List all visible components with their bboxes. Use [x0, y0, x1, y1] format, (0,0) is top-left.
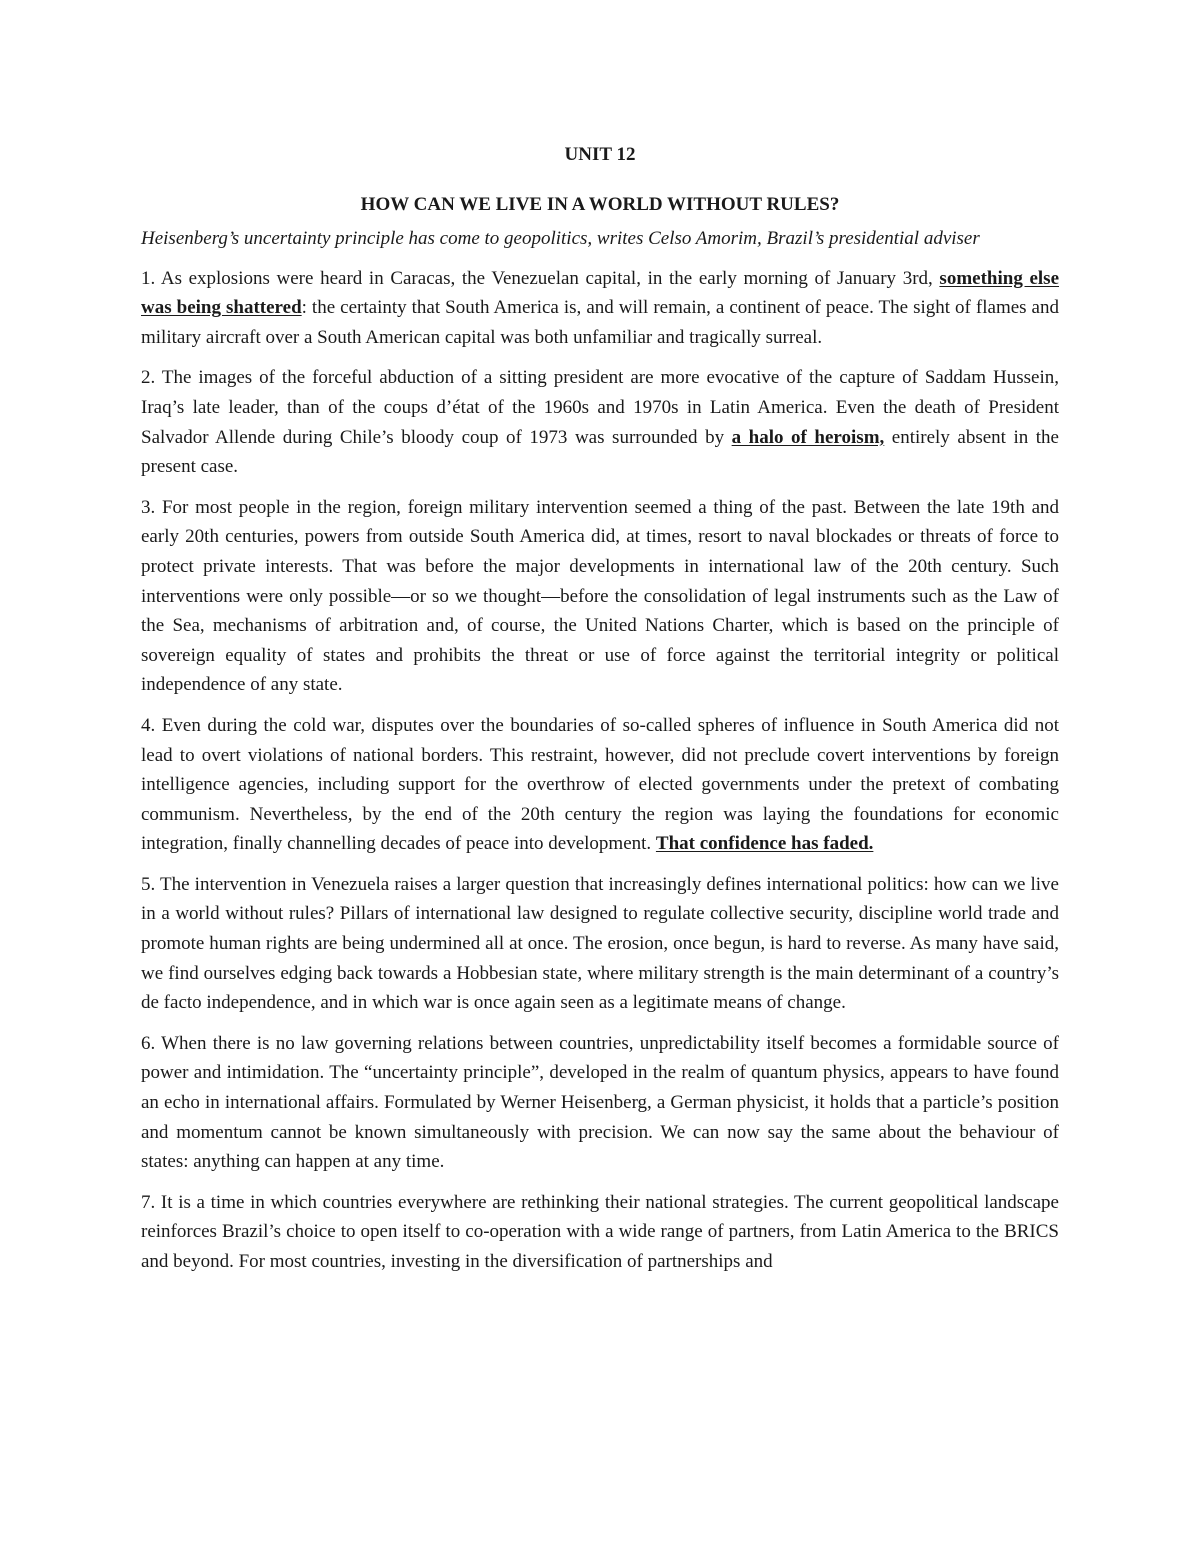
paragraph-7 — [141, 1188, 1059, 1277]
highlighted-phrase: something else was being shattered — [141, 267, 1059, 319]
paragraph-5 — [141, 870, 1059, 1018]
paragraph-text: : the certainty that South America is, and will remain, a continent of peace. The sight of flames and military aircraft over a South American capital was both unfamiliar and tragically surreal. — [141, 297, 1059, 348]
paragraph-text: 1. As explosions were heard in Caracas, the Venezuelan capital, in the early morning of January 3rd, — [141, 267, 940, 289]
paragraph-1 — [141, 264, 1059, 353]
paragraph-text: 2. The images of the forceful abduction of a sitting president are more evocative of the capture of Saddam Hussein, Iraq’s late leader, than of the coups d’état of the 1960s and 1970s in Latin America. Even the death of President Salvador Allende during Chile’s bloody coup of 1973 was surrounded by — [141, 367, 1059, 448]
paragraph-6 — [141, 1029, 1059, 1177]
paragraph-text: 5. The intervention in Venezuela raises a larger question that increasingly defines international politics: how can we live in a world without rules? Pillars of international law designed to regulate collective security, discipline world trade and promote human rights are being undermined all at once. The erosion, once begun, is hard to reverse. As many have said, we find ourselves edging back towards a Hobbesian state, where military strength is the main determinant of a country’s de facto independence, and in which war is once again seen as a legitimate means of change. — [141, 873, 1059, 1014]
article-title: HOW CAN WE LIVE IN A WORLD WITHOUT RULES? — [360, 194, 840, 215]
highlighted-phrase: That confidence has faded. — [655, 833, 874, 855]
paragraph-text: entirely absent in the present case. — [141, 426, 1059, 478]
paragraph-3 — [141, 493, 1059, 700]
paragraph-text: 3. For most people in the region, foreign military intervention seemed a thing of the past. Between the late 19th and early 20th centuries, powers from outside South America did, at times, resort to naval blockades or threats of force to protect private interests. That was before the major developments in international law of the 20th century. Such interventions were only possible—or so we thought—before the consolidation of legal instruments such as the Law of the Sea, mechanisms of arbitration and, of course, the United Nations Charter, which is based on the principle of sovereign equality of states and prohibits the threat or use of force against the territorial integrity or political independence of any state. — [141, 496, 1059, 696]
unit-heading: UNIT 12 — [564, 144, 636, 165]
paragraph-text: 7. It is a time in which countries everywhere are rethinking their national strategies. The current geopolitical landscape reinforces Brazil’s choice to open itself to co-operation with a wide range of partners, from Latin America to the BRICS and beyond. For most countries, investing in the diversification of partnerships and — [141, 1191, 1059, 1272]
paragraph-text: 6. When there is no law governing relations between countries, unpredictability itself becomes a formidable source of power and intimidation. The “uncertainty principle”, developed in the realm of quantum physics, appears to have found an echo in international affairs. Formulated by Werner Heisenberg, a German physicist, it holds that a particle’s position and momentum cannot be known simultaneously with precision. We can now say the same about the behaviour of states: anything can happen at any time. — [141, 1032, 1059, 1173]
paragraph-text: 4. Even during the cold war, disputes over the boundaries of so-called spheres of influence in South America did not lead to overt violations of national borders. This restraint, however, did not preclude covert interventions by foreign intelligence agencies, including support for the overthrow of elected governments under the pretext of combating communism. Nevertheless, by the end of the 20th century the region was laying the foundations for economic integration, finally channelling decades of peace into development. — [141, 714, 1059, 855]
article-subtitle: Heisenberg’s uncertainty principle has come to geopolitics, writes Celso Amorim, Brazil’s presidential adviser — [141, 228, 980, 249]
paragraph-4 — [141, 711, 1059, 859]
highlighted-phrase: a halo of heroism, — [731, 426, 885, 448]
paragraph-2 — [141, 363, 1059, 481]
